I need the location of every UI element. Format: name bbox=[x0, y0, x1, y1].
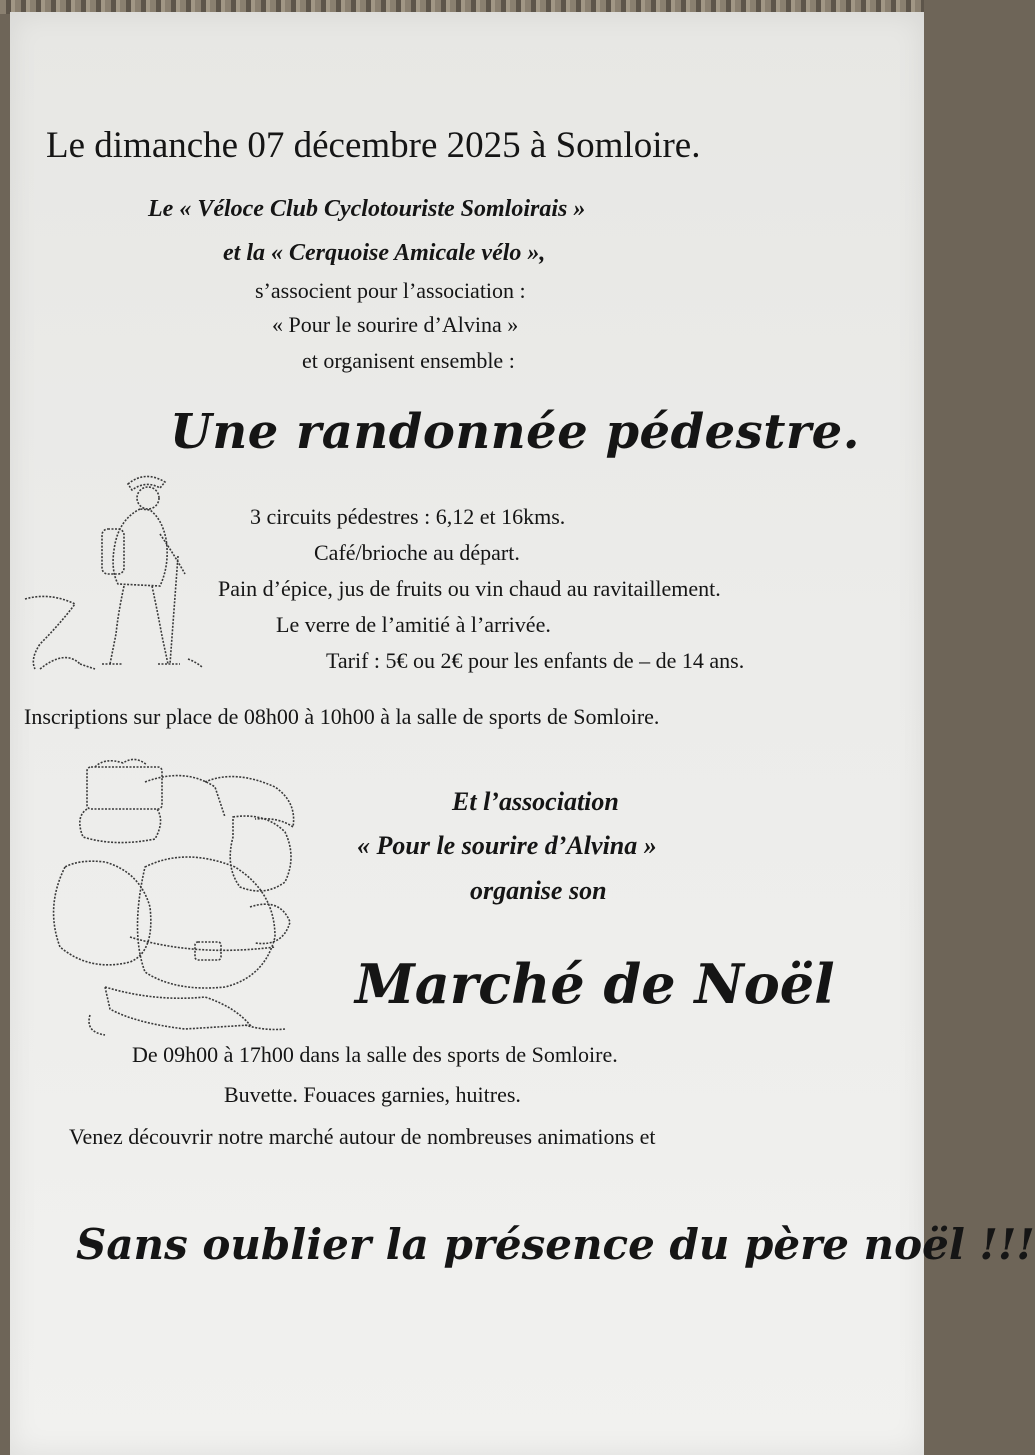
market-detail-1: De 09h00 à 17h00 dans la salle des sports de Somloire. bbox=[132, 1042, 618, 1067]
event-date-heading: Le dimanche 07 décembre 2025 à Somloire. bbox=[46, 125, 701, 166]
market-title: Marché de Noël bbox=[355, 952, 835, 1016]
club-line-5: et organisent ensemble : bbox=[302, 348, 515, 373]
hike-detail-5: Tarif : 5€ ou 2€ pour les enfants de – de 14 ans. bbox=[326, 648, 745, 673]
market-intro-1: Et l’association bbox=[452, 787, 619, 816]
flyer-page bbox=[10, 12, 1035, 1455]
market-detail-3: Venez découvrir notre marché autour de nombreuses animations et bbox=[69, 1124, 656, 1149]
market-detail-2: Buvette. Fouaces garnies, huitres. bbox=[224, 1082, 521, 1107]
hike-registration: Inscriptions sur place de 08h00 à 10h00 à la salle de sports de Somloire. bbox=[24, 704, 660, 729]
hike-title: Une randonnée pédestre. bbox=[170, 404, 860, 460]
hike-detail-4: Le verre de l’amitié à l’arrivée. bbox=[276, 612, 551, 637]
club-line-1: Le « Véloce Club Cyclotouriste Somloirais » bbox=[148, 196, 586, 222]
hike-detail-3: Pain d’épice, jus de fruits ou vin chaud au ravitaillement. bbox=[218, 576, 721, 601]
hike-detail-1: 3 circuits pédestres : 6,12 et 16kms. bbox=[250, 504, 566, 529]
hiker-illustration bbox=[20, 464, 205, 669]
club-line-4: « Pour le sourire d’Alvina » bbox=[272, 312, 519, 337]
club-line-3: s’associent pour l’association : bbox=[255, 278, 526, 303]
closing-line: Sans oublier la présence du père noël !!! bbox=[76, 1220, 1035, 1269]
club-line-2: et la « Cerquoise Amicale vélo », bbox=[223, 240, 546, 266]
market-intro-3: organise son bbox=[470, 876, 607, 905]
hike-detail-2: Café/brioche au départ. bbox=[314, 540, 520, 565]
santa-claus-illustration bbox=[35, 757, 305, 1037]
market-intro-2: « Pour le sourire d’Alvina » bbox=[357, 831, 657, 860]
